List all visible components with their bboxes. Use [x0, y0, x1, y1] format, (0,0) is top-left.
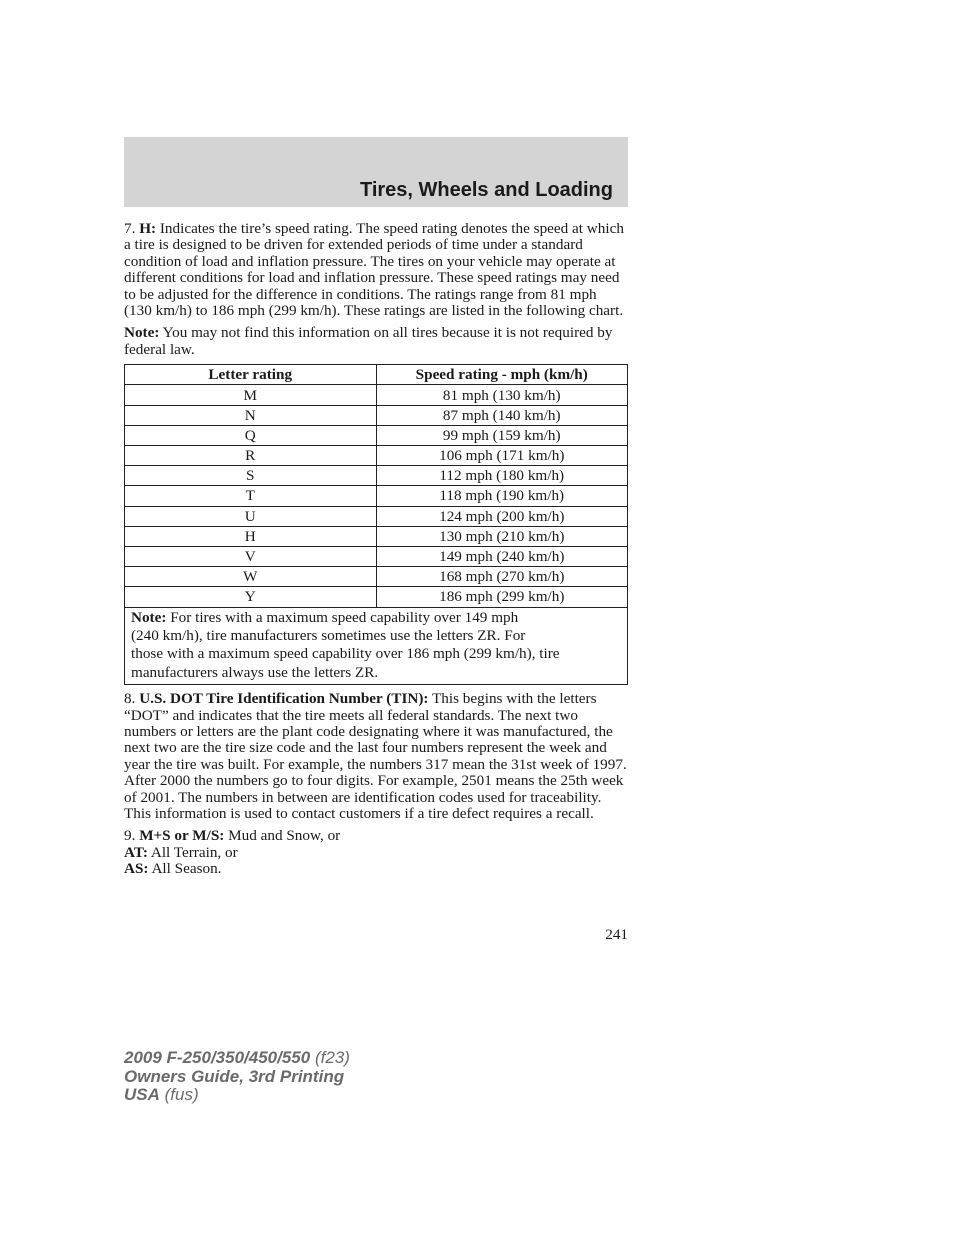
item-number: 8. — [124, 690, 140, 708]
note-label: Note: — [124, 324, 160, 342]
page-number: 241 — [605, 926, 628, 943]
note-line: manufacturers always use the letters ZR. — [131, 663, 379, 681]
table-row — [125, 446, 628, 466]
code-text: All Season. — [148, 860, 222, 878]
table-row — [125, 546, 628, 566]
code-label: M+S or M/S: — [139, 827, 225, 845]
speed-cell: 168 mph (270 km/h) — [376, 567, 628, 587]
letter-cell: T — [125, 486, 377, 506]
code-line-mud-snow — [124, 828, 628, 844]
letter-cell: M — [125, 385, 377, 405]
column-header-speed: Speed rating - mph (km/h) — [376, 365, 628, 385]
item-number: 9. — [124, 827, 140, 845]
column-header-letter: Letter rating — [125, 365, 377, 385]
table-row — [125, 506, 628, 526]
paragraph-dot-tin — [124, 691, 628, 822]
letter-cell: Q — [125, 425, 377, 445]
note-paragraph — [124, 325, 628, 358]
footer-region-code: (fus) — [159, 1085, 199, 1105]
section-title: Tires, Wheels and Loading — [359, 179, 613, 201]
table-row — [125, 466, 628, 486]
table-note — [125, 607, 628, 685]
table-row — [125, 587, 628, 607]
speed-cell: 81 mph (130 km/h) — [376, 385, 628, 405]
speed-cell: 87 mph (140 km/h) — [376, 405, 628, 425]
letter-cell: S — [125, 466, 377, 486]
code-line-all-terrain — [124, 845, 628, 861]
letter-cell: V — [125, 546, 377, 566]
table-row — [125, 385, 628, 405]
speed-cell: 106 mph (171 km/h) — [376, 446, 628, 466]
table-row — [125, 425, 628, 445]
letter-cell: W — [125, 567, 377, 587]
letter-cell: R — [125, 446, 377, 466]
code-label: AT: — [124, 843, 148, 861]
note-line: those with a maximum speed capability over 186 mph (299 km/h), tire — [131, 645, 560, 663]
footer-model: 2009 F-250/350/450/550 — [124, 1048, 311, 1067]
table-header-row — [125, 365, 628, 385]
letter-cell: H — [125, 526, 377, 546]
speed-cell: 118 mph (190 km/h) — [376, 486, 628, 506]
page-content — [124, 221, 628, 884]
code-label: AS: — [124, 860, 149, 878]
section-header-band — [124, 137, 628, 207]
code-line-all-season — [124, 861, 628, 877]
term-label: U.S. DOT Tire Identification Number (TIN): — [139, 690, 429, 708]
letter-cell: Y — [125, 587, 377, 607]
paragraph-tire-codes — [124, 828, 628, 877]
footer-line — [124, 1049, 350, 1068]
speed-cell: 130 mph (210 km/h) — [376, 526, 628, 546]
footer-code: (f23) — [310, 1048, 350, 1067]
table-row — [125, 567, 628, 587]
letter-cell: U — [125, 506, 377, 526]
document-footer — [124, 1049, 350, 1105]
footer-line — [124, 1068, 350, 1087]
note-label: Note: — [131, 608, 167, 626]
term-label: H: — [139, 220, 157, 237]
table-row — [125, 526, 628, 546]
speed-cell: 124 mph (200 km/h) — [376, 506, 628, 526]
note-line: For tires with a maximum speed capability over 149 mph — [166, 608, 519, 626]
paragraph-text: Indicates the tire’s speed rating. The speed rating denotes the speed at which a tire is designed to be driven for extended periods of time under a standard condition of load and inflation pressure. The tires on your vehicle may operate at different conditions for load and inflation pressure. These speed ratings may need to be adjusted for the difference in conditions. The ratings range from 81 mph (130 km/h) to 186 mph (299 km/h). These ratings are listed in the following chart. — [124, 220, 624, 320]
letter-cell: N — [125, 405, 377, 425]
table-note-row — [125, 607, 628, 685]
speed-cell: 99 mph (159 km/h) — [376, 425, 628, 445]
speed-cell: 112 mph (180 km/h) — [376, 466, 628, 486]
footer-region: USA — [124, 1085, 160, 1105]
note-line: (240 km/h), tire manufacturers sometimes use the letters ZR. For — [131, 626, 526, 644]
speed-cell: 186 mph (299 km/h) — [376, 587, 628, 607]
table-row — [125, 486, 628, 506]
table-row — [125, 405, 628, 425]
item-number: 7. — [124, 220, 140, 237]
paragraph-text: This begins with the letters “DOT” and indicates that the tire meets all federal standards. The next two numbers or letters are the plant code designating where it was manufactured, the next two are the tire size code and the last four numbers represent the week and year the tire was built. For example, the numbers 317 mean the 31st week of 1997. After 2000 the numbers go to four digits. For example, 2501 means the 25th week of 2001. The numbers in between are identification codes used for traceability. This information is used to contact customers if a tire defect requires a recall. — [124, 690, 627, 822]
footer-line — [124, 1086, 350, 1105]
speed-cell: 149 mph (240 km/h) — [376, 546, 628, 566]
speed-rating-table — [124, 364, 628, 685]
paragraph-speed-rating — [124, 221, 628, 319]
footer-edition: Owners Guide, 3rd Printing — [124, 1066, 345, 1086]
code-text: All Terrain, or — [147, 843, 238, 861]
code-text: Mud and Snow, or — [224, 827, 341, 845]
note-text: You may not find this information on all tires because it is not required by federal law. — [124, 324, 613, 358]
